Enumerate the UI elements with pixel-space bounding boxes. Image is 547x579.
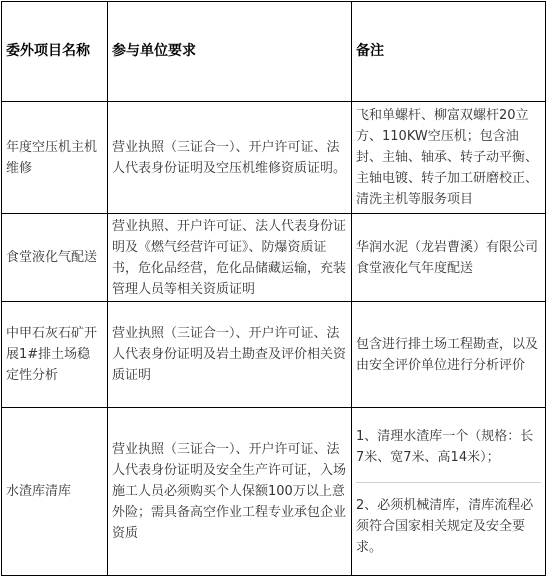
note-cell: 华润水泥（龙岩曹溪）有限公司食堂液化气年度配送 (352, 214, 546, 302)
requirement-cell: 营业执照（三证合一）、开户许可证、法人代表身份证明及安全生产许可证，入场施工人员必须购买个人保额100万以上意外险；需具备高空作业工程专业承包企业资质 (108, 408, 352, 576)
table-header-row (2, 2, 546, 102)
project-name-cell: 食堂液化气配送 (2, 214, 108, 302)
note-cell: 包含进行排土场工程勘查，以及由安全评价单位进行分析评价 (352, 302, 546, 408)
note-item: 1、清理水渣库一个（规格：长7米、宽7米、高14米）； (356, 428, 534, 465)
project-name-cell: 中甲石灰石矿开展1#排土场稳定性分析 (2, 302, 108, 408)
table-row (2, 302, 546, 408)
table-row (2, 214, 546, 302)
requirement-cell: 营业执照（三证合一）、开户许可证、法人代表身份证明及岩土勘查及评价相关资质证明 (108, 302, 352, 408)
note-item: 2、必须机械清库，清库流程必须符合国家相关规定及安全要求。 (356, 482, 541, 558)
note-cell (352, 408, 546, 576)
header-requirements: 参与单位要求 (108, 2, 352, 102)
requirement-cell: 营业执照（三证合一）、开户许可证、法人代表身份证明及空压机维修资质证明。 (108, 102, 352, 214)
project-name-cell: 年度空压机主机维修 (2, 102, 108, 214)
outsourcing-requirements-table (1, 1, 546, 576)
requirement-cell: 营业执照、开户许可证、法人代表身份证明及《燃气经营许可证》、防爆资质证书，危化品经营，危化品储藏运输，充装管理人员等相关资质证明 (108, 214, 352, 302)
table-row (2, 408, 546, 576)
header-project-name: 委外项目名称 (2, 2, 108, 102)
project-name-cell: 水渣库清库 (2, 408, 108, 576)
table-row (2, 102, 546, 214)
header-notes: 备注 (352, 2, 546, 102)
note-cell: 飞和单螺杆、柳富双螺杆20立方、110KW空压机；包含油封、主轴、轴承、转子动平衡、主轴电镀、转子加工研磨校正、清洗主机等服务项目 (352, 102, 546, 214)
